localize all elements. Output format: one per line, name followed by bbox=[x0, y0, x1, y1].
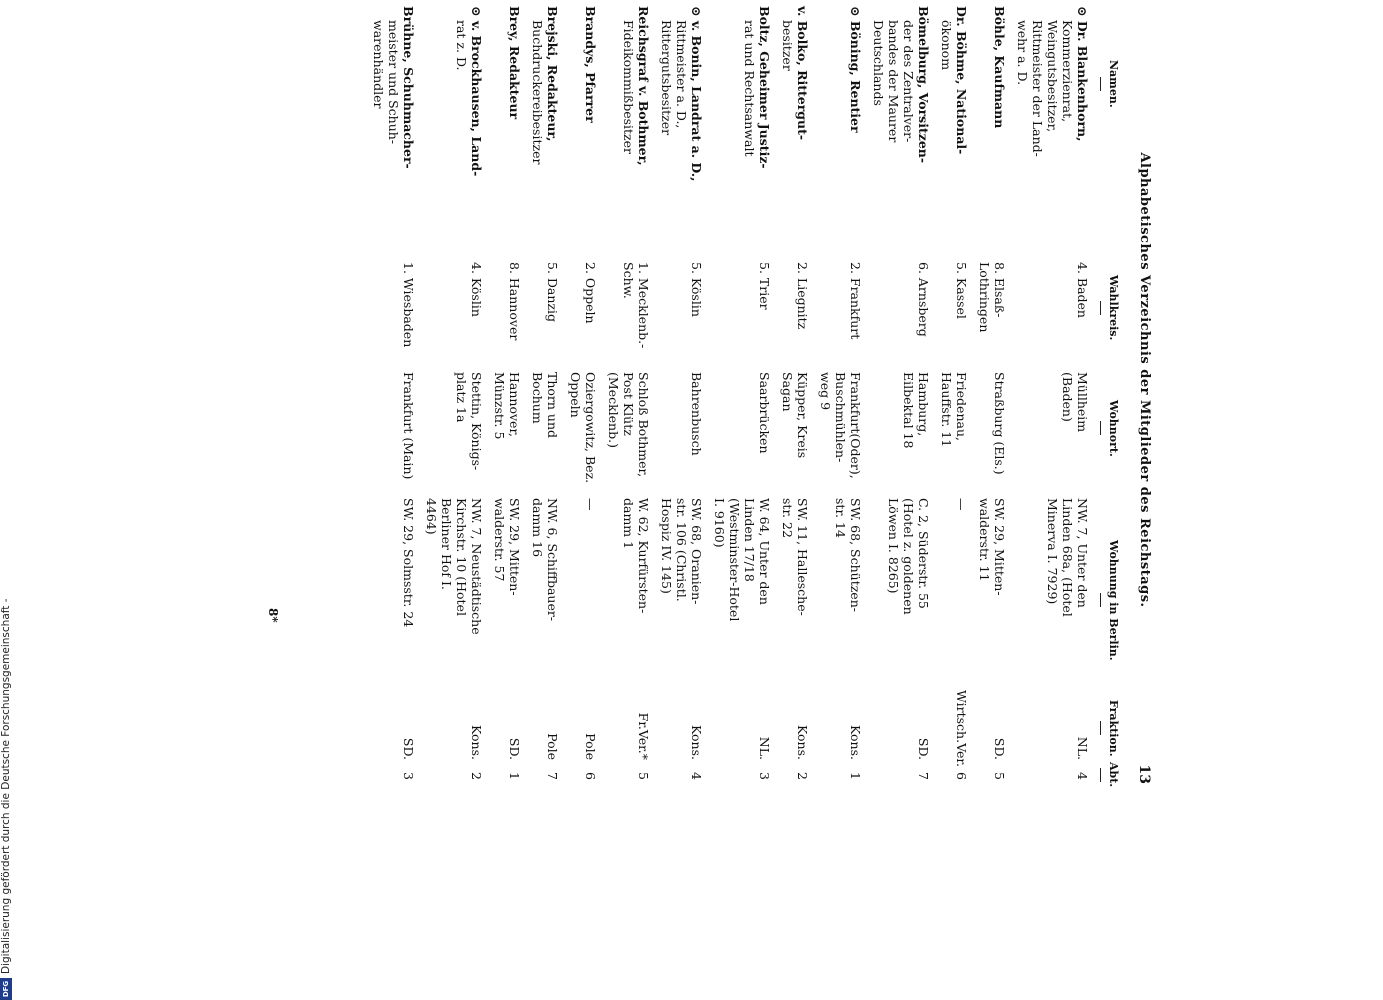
cell-line: C. 2, Süderstr. 55 bbox=[916, 498, 931, 609]
cell-wohnort bbox=[492, 372, 522, 492]
cell-line: Linden 17/18 bbox=[742, 498, 757, 582]
cell-line: Straßburg (Els.) bbox=[992, 372, 1007, 475]
cell-wahlkreis bbox=[507, 262, 522, 362]
cell-line: ⊙ v. Brockhausen, Land- bbox=[469, 6, 484, 177]
cell-line: 8. Hannover bbox=[507, 262, 522, 341]
cell-name bbox=[454, 6, 484, 256]
cell-berlin bbox=[583, 498, 598, 688]
cell-fraktion: Pole bbox=[583, 733, 598, 760]
cell-wahlkreis bbox=[848, 262, 863, 362]
cell-line: Schloß Bothmer, bbox=[636, 372, 651, 478]
cell-berlin bbox=[1045, 498, 1090, 688]
cell-abt: 3 bbox=[757, 772, 772, 780]
page-title: Alphabetisches Verzeichnis der Mitglieder des Reichstags. bbox=[1137, 152, 1152, 608]
column-header-fraktion: Fraktion. bbox=[1100, 700, 1120, 757]
side-caption-text: Digitalisierung gefördert durch die Deutsche Forschungsgemeinschaft - bbox=[0, 598, 12, 974]
cell-wohnort bbox=[992, 372, 1007, 492]
cell-line: Linden 68a, (Hotel bbox=[1060, 498, 1075, 617]
table-row bbox=[606, 0, 651, 790]
column-header-names: Namen. bbox=[1100, 60, 1120, 108]
cell-name bbox=[848, 6, 863, 256]
cell-line: Boltz, Geheimer Justiz- bbox=[757, 6, 772, 169]
cell-line: Böhle, Kaufmann bbox=[992, 6, 1007, 129]
side-caption bbox=[0, 600, 16, 1000]
cell-name bbox=[742, 6, 772, 256]
cell-name bbox=[1015, 6, 1090, 256]
cell-line: Buschmühlen- bbox=[833, 372, 848, 463]
column-header-abt: Abt. bbox=[1100, 762, 1120, 787]
cell-wohnort bbox=[530, 372, 560, 492]
cell-name bbox=[530, 6, 560, 256]
cell-berlin bbox=[954, 498, 969, 688]
cell-line: Rittmeister a. D., bbox=[674, 20, 689, 129]
cell-line: W. 62, Kurfürsten- bbox=[636, 498, 651, 614]
cell-wohnort bbox=[939, 372, 969, 492]
cell-wahlkreis bbox=[689, 262, 704, 362]
cell-line: 2. Frankfurt bbox=[848, 262, 863, 340]
cell-line: Stettin, Königs- bbox=[469, 372, 484, 471]
table-row bbox=[659, 0, 704, 790]
cell-wohnort bbox=[818, 372, 863, 492]
cell-name bbox=[871, 6, 931, 256]
cell-fraktion: SD. bbox=[507, 737, 522, 760]
cell-fraktion: NL. bbox=[757, 736, 772, 760]
cell-line: 5. Kassel bbox=[954, 262, 969, 319]
cell-line: I. 9160) bbox=[712, 498, 727, 548]
cell-line: Friedenau, bbox=[954, 372, 969, 441]
table-row bbox=[568, 0, 598, 790]
cell-wahlkreis bbox=[954, 262, 969, 362]
cell-line: ökonom bbox=[939, 20, 954, 71]
cell-line: Oziergowitz, Bez. bbox=[583, 372, 598, 484]
cell-wohnort bbox=[780, 372, 810, 492]
cell-abt: 2 bbox=[795, 772, 810, 780]
cell-fraktion: Kons. bbox=[848, 725, 863, 760]
signature-mark: 8* bbox=[266, 608, 280, 623]
cell-line: walderstr. 11 bbox=[977, 498, 992, 582]
cell-abt: 4 bbox=[1075, 772, 1090, 780]
cell-line: meister und Schuh- bbox=[386, 20, 401, 145]
cell-line: Löwen I. 8265) bbox=[886, 498, 901, 594]
cell-wahlkreis bbox=[757, 262, 772, 362]
cell-line: 8. Elsaß- bbox=[992, 262, 1007, 318]
cell-abt: 6 bbox=[954, 772, 969, 780]
cell-wohnort bbox=[606, 372, 651, 492]
cell-abt: 7 bbox=[545, 772, 560, 780]
table-row bbox=[780, 0, 810, 790]
cell-line: ⊙ v. Bonin, Landrat a. D., bbox=[689, 6, 704, 182]
cell-line: Hospiz IV. 145) bbox=[659, 498, 674, 594]
cell-wohnort bbox=[568, 372, 598, 492]
cell-abt: 5 bbox=[636, 772, 651, 780]
cell-berlin bbox=[780, 498, 810, 688]
cell-wahlkreis bbox=[916, 262, 931, 362]
dfg-logo-icon: DFG bbox=[0, 978, 12, 1000]
cell-line: Reichsgraf v. Bothmer, bbox=[636, 6, 651, 166]
cell-line: W. 64, Unter den bbox=[757, 498, 772, 605]
cell-line: 2. Liegnitz bbox=[795, 262, 810, 330]
cell-line: rat z. D. bbox=[454, 20, 469, 71]
cell-fraktion: SD. bbox=[401, 737, 416, 760]
cell-abt: 6 bbox=[583, 772, 598, 780]
cell-berlin bbox=[886, 498, 931, 688]
cell-line: (Mecklenb.) bbox=[606, 372, 621, 448]
cell-abt: 1 bbox=[507, 772, 522, 780]
cell-line: der des Zentralver- bbox=[901, 20, 916, 143]
cell-abt: 4 bbox=[689, 772, 704, 780]
cell-line: Bochum bbox=[530, 372, 545, 424]
page-number: 13 bbox=[1136, 764, 1152, 784]
cell-line: — bbox=[583, 498, 598, 511]
cell-line: NW. 7, Neustädtische bbox=[469, 498, 484, 635]
table-row bbox=[818, 0, 863, 790]
cell-fraktion: Fr.Ver.* bbox=[636, 712, 651, 760]
cell-name bbox=[371, 6, 416, 256]
cell-wohnort bbox=[454, 372, 484, 492]
table-row bbox=[492, 0, 522, 790]
column-header-wohnort: Wohnort. bbox=[1100, 400, 1120, 457]
cell-line: weg 9 bbox=[818, 372, 833, 411]
cell-wahlkreis bbox=[621, 262, 651, 362]
cell-line: Saarbrücken bbox=[757, 372, 772, 454]
cell-wahlkreis bbox=[795, 262, 810, 362]
cell-line: SW. 68, Oranien- bbox=[689, 498, 704, 605]
cell-berlin bbox=[833, 498, 863, 688]
column-header-berlin: Wohnung in Berlin. bbox=[1100, 540, 1120, 661]
cell-abt: 7 bbox=[916, 772, 931, 780]
cell-line: warenhändler bbox=[371, 20, 386, 109]
cell-line: Kirchstr. 10 (Hotel bbox=[454, 498, 469, 616]
cell-line: Frankfurt (Main) bbox=[401, 372, 416, 480]
cell-line: Rittmeister der Land- bbox=[1030, 20, 1045, 157]
cell-line: SW. 29, Solmsstr. 24 bbox=[401, 498, 416, 628]
cell-wohnort bbox=[401, 372, 416, 492]
cell-line: 1. Mecklenb.- bbox=[636, 262, 651, 349]
cell-fraktion: SD. bbox=[992, 737, 1007, 760]
cell-wohnort bbox=[689, 372, 704, 492]
cell-line: 6. Arnsberg bbox=[916, 262, 931, 337]
cell-line: 5. Danzig bbox=[545, 262, 560, 323]
cell-abt: 3 bbox=[401, 772, 416, 780]
cell-fraktion: NL. bbox=[1075, 736, 1090, 760]
cell-line: 2. Oppeln bbox=[583, 262, 598, 324]
cell-line: walderstr. 57 bbox=[492, 498, 507, 582]
cell-abt: 1 bbox=[848, 772, 863, 780]
cell-line: 4. Baden bbox=[1075, 262, 1090, 318]
cell-name bbox=[939, 6, 969, 256]
cell-line: Post Klütz bbox=[621, 372, 636, 436]
cell-berlin bbox=[977, 498, 1007, 688]
cell-line: Müllheim bbox=[1075, 372, 1090, 433]
cell-berlin bbox=[659, 498, 704, 688]
cell-line: Brey, Redakteur bbox=[507, 6, 522, 120]
table-row bbox=[1015, 0, 1090, 790]
cell-line: 4464) bbox=[424, 498, 439, 535]
cell-line: (Baden) bbox=[1060, 372, 1075, 422]
cell-line: SW. 29, Mitten- bbox=[507, 498, 522, 596]
cell-abt: 2 bbox=[469, 772, 484, 780]
cell-line: besitzer bbox=[780, 20, 795, 71]
cell-wohnort bbox=[1060, 372, 1090, 492]
cell-fraktion: Kons. bbox=[795, 725, 810, 760]
cell-line: ⊙ Dr. Blankenhorn, bbox=[1075, 6, 1090, 142]
cell-line: Eilbektal 18 bbox=[901, 372, 916, 449]
cell-berlin bbox=[621, 498, 651, 688]
cell-wahlkreis bbox=[545, 262, 560, 362]
cell-line: SW. 68, Schützen- bbox=[848, 498, 863, 612]
cell-name bbox=[659, 6, 704, 256]
cell-name bbox=[507, 6, 522, 256]
cell-line: Frankfurt(Oder), bbox=[848, 372, 863, 479]
cell-line: bandes der Maurer bbox=[886, 20, 901, 143]
cell-berlin bbox=[424, 498, 484, 688]
cell-line: — bbox=[954, 498, 969, 511]
cell-abt: 5 bbox=[992, 772, 1007, 780]
cell-line: Berliner Hof I. bbox=[439, 498, 454, 590]
cell-wohnort bbox=[757, 372, 772, 492]
cell-line: Dr. Böhme, National- bbox=[954, 6, 969, 155]
cell-wahlkreis bbox=[1075, 262, 1090, 362]
cell-fraktion: SD. bbox=[916, 737, 931, 760]
cell-wahlkreis bbox=[469, 262, 484, 362]
cell-line: Minerva I. 7929) bbox=[1045, 498, 1060, 605]
cell-line: Buchdruckereibesitzer bbox=[530, 20, 545, 165]
cell-line: platz 1a bbox=[454, 372, 469, 423]
cell-line: Hamburg, bbox=[916, 372, 931, 437]
cell-line: str. 14 bbox=[833, 498, 848, 538]
cell-line: Thorn und bbox=[545, 372, 560, 439]
cell-line: Bahrenbusch bbox=[689, 372, 704, 456]
cell-name bbox=[621, 6, 651, 256]
cell-line: Deutschlands bbox=[871, 20, 886, 106]
cell-wahlkreis bbox=[401, 262, 416, 362]
cell-berlin bbox=[492, 498, 522, 688]
cell-line: (Hotel z. goldenen bbox=[901, 498, 916, 615]
table-row bbox=[712, 0, 772, 790]
cell-fraktion: Kons. bbox=[469, 725, 484, 760]
cell-line: Sagan bbox=[780, 372, 795, 412]
cell-wohnort bbox=[901, 372, 931, 492]
cell-line: Oppeln bbox=[568, 372, 583, 418]
cell-line: 1. Wiesbaden bbox=[401, 262, 416, 348]
column-header-wahlkreis: Wahlkreis. bbox=[1100, 275, 1120, 340]
cell-berlin bbox=[712, 498, 772, 688]
cell-fraktion: Wirtsch.Ver. bbox=[954, 690, 969, 767]
cell-line: v. Bolko, Rittergut- bbox=[795, 6, 810, 141]
rotated-document-page bbox=[240, 0, 1160, 790]
cell-line: Hannover, bbox=[507, 372, 522, 438]
table-row bbox=[371, 0, 416, 790]
cell-line: 4. Köslin bbox=[469, 262, 484, 317]
column-headers bbox=[1098, 0, 1120, 790]
cell-name bbox=[583, 6, 598, 256]
cell-line: Bömelburg, Vorsitzen- bbox=[916, 6, 931, 164]
cell-line: Hauffstr. 11 bbox=[939, 372, 954, 448]
table-row bbox=[939, 0, 969, 790]
cell-line: Brühne, Schuhmacher- bbox=[401, 6, 416, 169]
cell-line: SW. 29, Mitten- bbox=[992, 498, 1007, 596]
cell-name bbox=[992, 6, 1007, 256]
cell-line: Brejski, Redakteur, bbox=[545, 6, 560, 142]
table-row bbox=[871, 0, 931, 790]
cell-line: damm 1 bbox=[621, 498, 636, 550]
cell-line: Fideikommißbesitzer bbox=[621, 20, 636, 155]
cell-line: rat und Rechtsanwalt bbox=[742, 20, 757, 157]
cell-line: Münzstr. 5 bbox=[492, 372, 507, 440]
table-row bbox=[424, 0, 484, 790]
cell-fraktion: Kons. bbox=[689, 725, 704, 760]
cell-line: (Westminster-Hotel bbox=[727, 498, 742, 622]
cell-line: str. 106 (Christl. bbox=[674, 498, 689, 602]
cell-line: str. 22 bbox=[780, 498, 795, 538]
cell-line: Lothringen bbox=[977, 262, 992, 333]
cell-line: Küpper, Kreis bbox=[795, 372, 810, 459]
cell-line: Brandys, Pfarrer bbox=[583, 6, 598, 123]
cell-line: wehr a. D. bbox=[1015, 20, 1030, 86]
cell-line: 5. Trier bbox=[757, 262, 772, 310]
table-row bbox=[530, 0, 560, 790]
cell-wahlkreis bbox=[583, 262, 598, 362]
cell-line: Rittergutsbesitzer bbox=[659, 20, 674, 136]
cell-line: NW. 7, Unter den bbox=[1075, 498, 1090, 608]
cell-line: Kommerzienrat, bbox=[1060, 20, 1075, 123]
cell-berlin bbox=[401, 498, 416, 688]
cell-fraktion: Pole bbox=[545, 733, 560, 760]
cell-wahlkreis bbox=[977, 262, 1007, 362]
cell-line: SW. 11, Hallesche- bbox=[795, 498, 810, 616]
cell-line: ⊙ Böning, Rentier bbox=[848, 6, 863, 133]
cell-line: NW. 6, Schiffbauer- bbox=[545, 498, 560, 622]
cell-name bbox=[780, 6, 810, 256]
table-row bbox=[977, 0, 1007, 790]
cell-line: damm 16 bbox=[530, 498, 545, 558]
cell-berlin bbox=[530, 498, 560, 688]
cell-line: Schw. bbox=[621, 262, 636, 299]
cell-line: Weingutsbesitzer, bbox=[1045, 20, 1060, 133]
cell-line: 5. Köslin bbox=[689, 262, 704, 317]
